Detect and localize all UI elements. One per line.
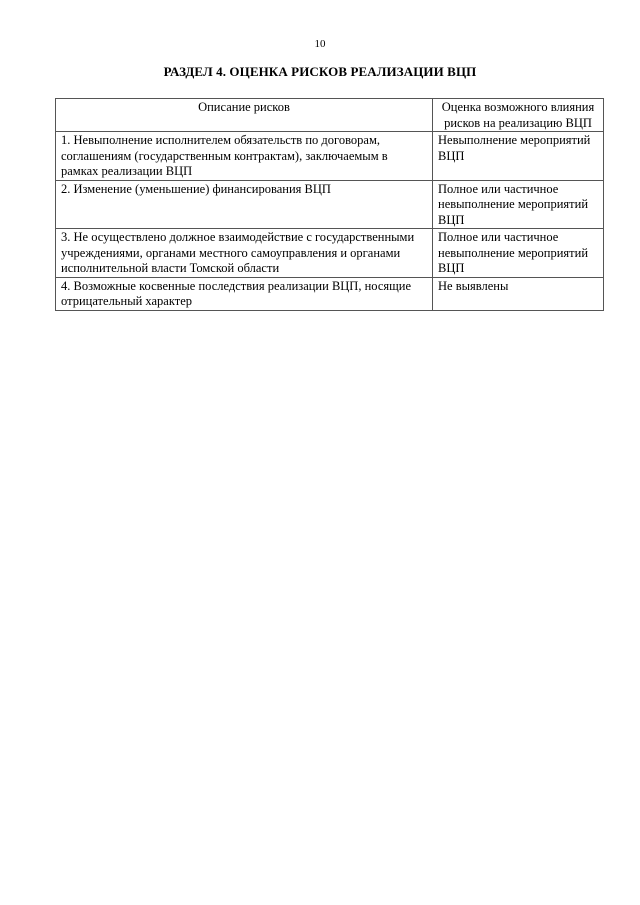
risk-impact-cell: Невыполнение мероприятий ВЦП (433, 132, 604, 181)
table-row (56, 132, 604, 181)
table-row (56, 229, 604, 278)
risk-impact-cell: Не выявлены (433, 277, 604, 310)
risk-description-cell: 4. Возможные косвенные последствия реализации ВЦП, носящие отрицательный характер (56, 277, 433, 310)
page-number: 10 (314, 38, 326, 50)
risk-description-cell: 1. Невыполнение исполнителем обязательств по договорам, соглашениям (государственным контрактам), заключаемым в рамках реализации ВЦП (56, 132, 433, 181)
section-title: РАЗДЕЛ 4. ОЦЕНКА РИСКОВ РЕАЛИЗАЦИИ ВЦП (163, 64, 477, 79)
table-row (56, 180, 604, 229)
risk-impact-cell: Полное или частичное невыполнение мероприятий ВЦП (433, 180, 604, 229)
risk-impact-cell: Полное или частичное невыполнение мероприятий ВЦП (433, 229, 604, 278)
risk-description-cell: 2. Изменение (уменьшение) финансирования ВЦП (56, 180, 433, 229)
risk-assessment-table (55, 98, 604, 311)
table-header-row (56, 99, 604, 132)
risk-description-cell: 3. Не осуществлено должное взаимодействие с государственными учреждениями, органами местного самоуправления и органами исполнительной власти Томской области (56, 229, 433, 278)
header-impact-assessment: Оценка возможного влияния рисков на реализацию ВЦП (433, 99, 604, 132)
header-risk-description: Описание рисков (56, 99, 433, 132)
table-row (56, 277, 604, 310)
